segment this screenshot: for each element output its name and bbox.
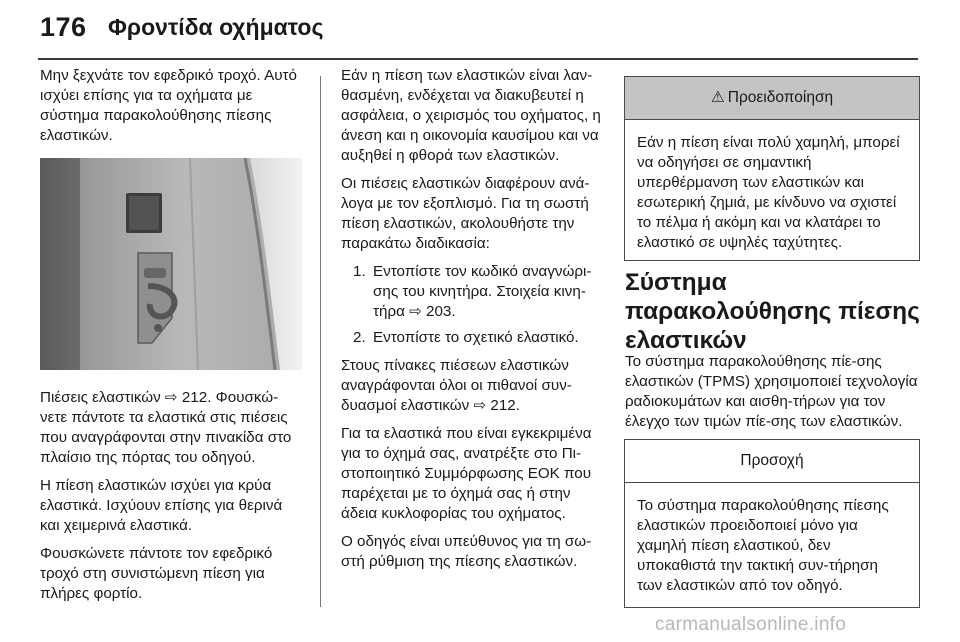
procedure-list (341, 262, 607, 348)
column-left (40, 66, 302, 612)
list-item-text: Εντοπίστε το σχετικό ελαστικό. (373, 329, 579, 346)
watermark: carmanualsonline.info (655, 614, 847, 635)
column-middle (341, 66, 607, 580)
pressure-tables-paragraph: Στους πίνακες πιέσεων ελαστικών αναγράφονται όλοι οι πιθανοί συν-δυασμοί ελαστικών ⇨ 212. (341, 357, 572, 414)
warning-body: Εάν η πίεση είναι πολύ χαμηλή, μπορεί να οδηγήσει σε σημαντική υπερθέρμανση των ελαστικών και εσωτερική ζημιά, με κίνδυνο να σχιστεί το πέλμα ή ακόμη και να κλατάρει το ελαστικό σε υψηλές ταχύτητες. (637, 134, 900, 251)
caution-header: Προσοχή (625, 440, 919, 483)
approved-tyres-paragraph: Για τα ελαστικά που είναι εγκεκριμένα για το όχημά σας, ανατρέξτε στο Πι-στοποιητικό Συμμόρφωσης ΕΟΚ που παρέχεται με το όχημά σας ή στην άδεια κυκλοφορίας του οχήματος. (341, 425, 592, 522)
list-item-text: Εντοπίστε τον κωδικό αναγνώρι-σης του κινητήρα. Στοιχεία κινη-τήρα ⇨ 203. (373, 263, 592, 320)
door-frame-illustration (40, 158, 302, 370)
header-rule (38, 58, 918, 60)
warning-triangle-icon: ⚠ (710, 89, 725, 106)
list-item (341, 262, 607, 322)
caution-box (624, 439, 920, 608)
list-item-number: 1. (353, 263, 366, 280)
tyre-pressure-paragraph: Πιέσεις ελαστικών ⇨ 212. Φουσκώ-νετε πάντοτε τα ελαστικά στις πιέσεις που αναγράφονται στην πινακίδα στο πλαίσιο της πόρτας του οδηγού. (40, 389, 292, 466)
page-title: Φροντίδα οχήματος (108, 14, 324, 40)
page-header (0, 0, 960, 60)
procedure-intro-paragraph: Οι πιέσεις ελαστικών διαφέρουν ανά-λογα με τον εξοπλισμό. Για τη σωστή πίεση ελαστικών, ακολουθήστε την παρακάτω διαδικασία: (341, 175, 590, 252)
list-item-number: 2. (353, 329, 366, 346)
door-frame-photo (40, 158, 302, 370)
intro-paragraph: Μην ξεχνάτε τον εφεδρικό τροχό. Αυτό ισχύει επίσης για τα οχήματα με σύστημα παρακολούθησης πίεσης ελαστικών. (40, 67, 297, 144)
warning-header (625, 77, 919, 120)
section-heading: Σύστημα παρακολούθησης πίεσης ελαστικών (625, 269, 920, 354)
spare-wheel-paragraph: Φουσκώνετε πάντοτε τον εφεδρικό τροχό στη συνιστώμενη πίεση για πλήρες φορτίο. (40, 545, 273, 602)
page-number: 176 (40, 12, 87, 42)
warning-title: Προειδοποίηση (727, 89, 834, 106)
warning-box (624, 76, 920, 261)
driver-responsibility-paragraph: Ο οδηγός είναι υπεύθυνος για τη σω-στή ρύθμιση της πίεσης ελαστικών. (341, 533, 592, 570)
list-item (341, 328, 607, 348)
cold-tyres-paragraph: Η πίεση ελαστικών ισχύει για κρύα ελαστικά. Ισχύουν επίσης για θερινά και χειμερινά ελαστικά. (40, 477, 283, 534)
incorrect-pressure-paragraph: Εάν η πίεση των ελαστικών είναι λαν-θασμένη, ενδέχεται να διακυβευτεί η ασφάλεια, ο χειρισμός του οχήματος, η άνεση και η οικονομία καυσίμου και να αυξηθεί η φθορά των ελαστικών. (341, 67, 601, 164)
column-divider-left (320, 76, 321, 607)
caution-body: Το σύστημα παρακολούθησης πίεσης ελαστικών προειδοποιεί μόνο για χαμηλή πίεση ελαστικού, δεν υποκαθιστά την τακτική συν-τήρηση των ελαστικών από τον οδηγό. (637, 497, 889, 594)
section-paragraph: Το σύστημα παρακολούθησης πίε-σης ελαστικών (TPMS) χρησιμοποιεί τεχνολογία ραδιοκυμάτων και αισθη-τήρων για τον έλεγχο των τιμών πίε-σης των ελαστικών. (625, 353, 918, 430)
